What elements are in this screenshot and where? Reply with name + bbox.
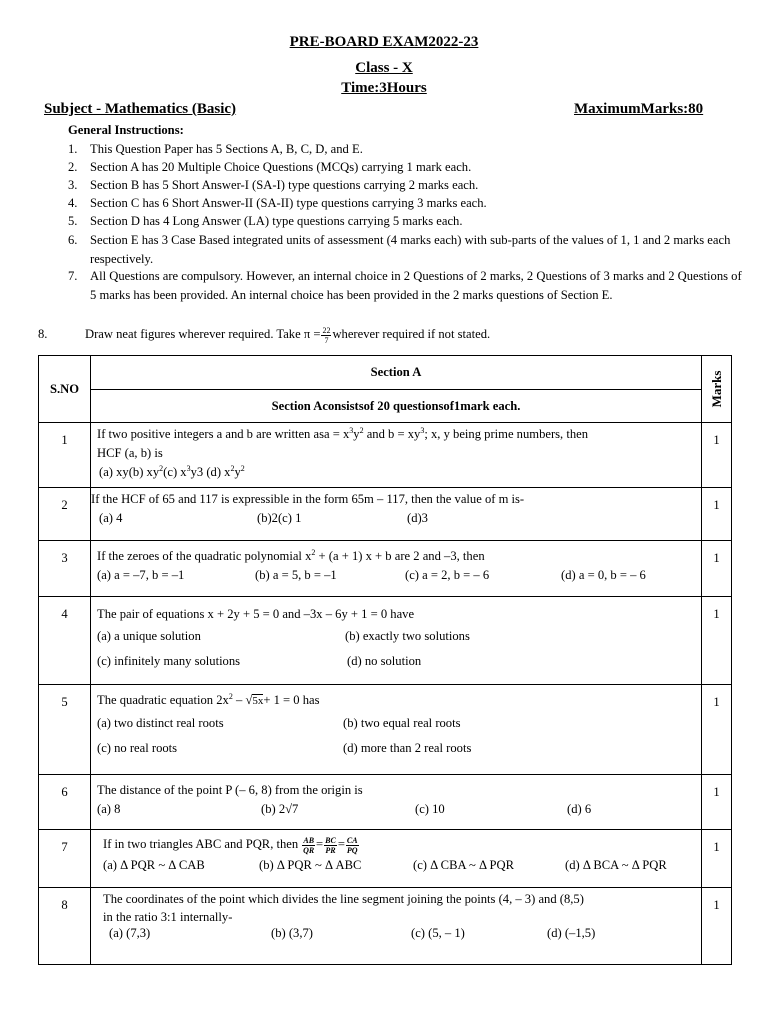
option: (b)2(c) 1 <box>257 511 302 525</box>
option: (a) two distinct real roots <box>97 716 224 730</box>
question-cell <box>91 830 702 888</box>
question-options <box>91 624 701 652</box>
option: (d) (–1,5) <box>547 926 596 940</box>
instruction-number: 4. <box>68 196 78 210</box>
question-marks: 1 <box>702 488 732 541</box>
option: (d) no solution <box>347 654 422 668</box>
marks-header <box>702 356 732 423</box>
fraction-denominator: 7 <box>324 335 329 345</box>
subject-label: Subject - Mathematics (Basic) <box>44 101 237 117</box>
question-options: (a) xy(b) $xy^2(c)$ $x^3y3$ (d) $x^2y^2$ <box>99 463 245 479</box>
instruction-text: Draw neat figures wherever required. Take π = <box>85 327 321 341</box>
instruction-number: 2. <box>68 160 78 174</box>
question-cell <box>91 775 702 830</box>
fraction-numerator: 22 <box>322 325 331 335</box>
option: (d) Δ BCA ~ Δ PQR <box>565 858 667 872</box>
question-number: 7 <box>39 830 91 888</box>
pi-fraction <box>321 326 331 345</box>
instruction-text: Section C has 6 Short Answer-II (SA-II) type questions carrying 3 marks each. <box>90 196 487 210</box>
table-row <box>39 685 732 775</box>
instruction-number: 6. <box>68 233 78 247</box>
question-text: The distance of the point P (– 6, 8) from the origin is <box>97 783 363 797</box>
instruction-text: Section A has 20 Multiple Choice Questions (MCQs) carrying 1 mark each. <box>90 160 472 174</box>
question-marks: 1 <box>702 423 732 488</box>
option: (b) exactly two solutions <box>345 629 470 643</box>
question-cell <box>91 423 702 488</box>
question-options <box>91 856 701 878</box>
question-number: 4 <box>39 597 91 685</box>
table-row <box>39 488 732 541</box>
option: (d) 6 <box>567 802 592 816</box>
option: (b) two equal real roots <box>343 716 461 730</box>
question-text: The quadratic equation $2x^2 - √5x+ 1 = 0$ has <box>97 691 320 707</box>
option: (c) no real roots <box>97 741 178 755</box>
option: (b) (3,7) <box>271 926 313 940</box>
question-options <box>91 566 701 588</box>
question-marks: 1 <box>702 775 732 830</box>
question-number: 8 <box>39 888 91 965</box>
option: (b) a = 5, b = –1 <box>255 568 337 582</box>
option: (c) a = 2, b = – 6 <box>405 568 490 582</box>
fraction: $\frac{AB}{QR}$ <box>303 835 315 855</box>
option: (c) infinitely many solutions <box>97 654 241 668</box>
option: (a) a unique solution <box>97 629 201 643</box>
question-options <box>91 509 701 531</box>
question-text: If the HCF of 65 and 117 is expressible in the form 65m – 117, then the value of m is- <box>91 492 525 506</box>
instruction-text: Section E has 3 Case Based integrated units of assessment (4 marks each) with sub-parts of the values of 1, 1 and 2 marks each respectively. <box>90 233 731 266</box>
instruction-number: 1. <box>68 142 78 156</box>
question-marks: 1 <box>702 888 732 965</box>
option: (a) 8 <box>97 802 121 816</box>
option: (c) Δ CBA ~ Δ PQR <box>413 858 515 872</box>
question-text: The pair of equations x + 2y + 5 = 0 and –3x – 6y + 1 = 0 have <box>97 607 415 621</box>
question-options <box>91 652 701 674</box>
table-header-row <box>39 390 732 423</box>
table-row <box>39 541 732 597</box>
question-number: 3 <box>39 541 91 597</box>
question-number: 1 <box>39 423 91 488</box>
instruction-number: 7. <box>68 269 78 283</box>
question-options <box>91 800 701 822</box>
table-row <box>39 775 732 830</box>
table-header-row <box>39 356 732 390</box>
option: (c) 10 <box>415 802 445 816</box>
question-marks: 1 <box>702 685 732 775</box>
question-number: 5 <box>39 685 91 775</box>
option: (a) Δ PQR ~ Δ CAB <box>103 858 205 872</box>
question-options <box>91 739 701 761</box>
question-cell <box>91 685 702 775</box>
instruction-number: 3. <box>68 178 78 192</box>
marks-header-label: Marks <box>708 370 724 408</box>
time-label: Time:3Hours <box>341 80 427 96</box>
question-text: If in two triangles ABC and PQR, then $\frac{AB}{QR}$ = $\frac{BC}{PR}$ = $\frac{CA}{PQ}$ <box>103 835 358 855</box>
section-a-table <box>38 355 732 965</box>
question-cell <box>91 888 702 965</box>
class-label: Class - X <box>355 60 413 76</box>
question-marks: 1 <box>702 597 732 685</box>
instruction-text: All Questions are compulsory. However, an internal choice in 2 Questions of 2 marks, 2 Questions of 3 marks and 2 Questions of 5 marks has been provided. An internal choice has been provided in the 2 marks questions of Section E. <box>90 269 742 302</box>
question-cell <box>91 541 702 597</box>
question-cell <box>91 488 702 541</box>
option: (a) a = –7, b = –1 <box>97 568 185 582</box>
question-options <box>91 926 701 948</box>
instruction-text: wherever required if not stated. <box>332 327 491 341</box>
instructions-heading: General Instructions: <box>68 123 184 137</box>
question-number: 2 <box>39 488 91 541</box>
option: (a) 4 <box>99 511 123 525</box>
question-text: If two positive integers a and b are written asa = $x^3y^2$ and $b = xy^3$; x, y being prime numbers, then HCF (a, b) is (a) xy(b) $xy^2(c)$ $x^3y3$ (d) $x^2y^2$ <box>97 425 589 479</box>
max-marks-label: MaximumMarks:80 <box>574 101 704 117</box>
instruction-text: This Question Paper has 5 Sections A, B, C, D, and E. <box>90 142 363 156</box>
question-marks: 1 <box>702 541 732 597</box>
question-marks: 1 <box>702 830 732 888</box>
section-subtitle: Section Aconsistsof 20 questionsof1mark each. <box>91 390 702 423</box>
fraction: $\frac{BC}{PR}$ <box>325 835 336 855</box>
instruction-text: Section B has 5 Short Answer-I (SA-I) type questions carrying 2 marks each. <box>90 178 479 192</box>
option: (d) a = 0, b = – 6 <box>561 568 646 582</box>
table-row <box>39 888 732 965</box>
question-text: The coordinates of the point which divides the line segment joining the points (4, – 3) and (8,5) in the ratio 3:1 internally- <box>103 892 584 924</box>
table-row <box>39 597 732 685</box>
option: (a) (7,3) <box>109 926 151 940</box>
instruction-number: 5. <box>68 214 78 228</box>
option: (b) Δ PQR ~ Δ ABC <box>259 858 362 872</box>
option: (b) 2√7 <box>261 802 299 816</box>
instruction-number: 8. <box>38 327 48 341</box>
option: (d) more than 2 real roots <box>343 741 472 755</box>
table-row <box>39 423 732 488</box>
option: (d)3 <box>407 511 428 525</box>
exam-title: PRE-BOARD EXAM2022-23 <box>289 34 479 50</box>
section-title: Section A <box>91 356 702 390</box>
question-text: If the zeroes of the quadratic polynomial $x^2 + (a + 1) x + b$ are 2 and –3, then <box>97 547 485 563</box>
fraction: $\frac{CA}{PQ}$ <box>346 835 358 855</box>
question-options <box>91 711 701 739</box>
sno-header: S.NO <box>39 356 91 423</box>
option: (c) (5, – 1) <box>411 926 465 940</box>
instruction-text: Section D has 4 Long Answer (LA) type questions carrying 5 marks each. <box>90 214 463 228</box>
question-number: 6 <box>39 775 91 830</box>
question-cell <box>91 597 702 685</box>
instruction-item-8 <box>85 320 490 348</box>
table-row <box>39 830 732 888</box>
